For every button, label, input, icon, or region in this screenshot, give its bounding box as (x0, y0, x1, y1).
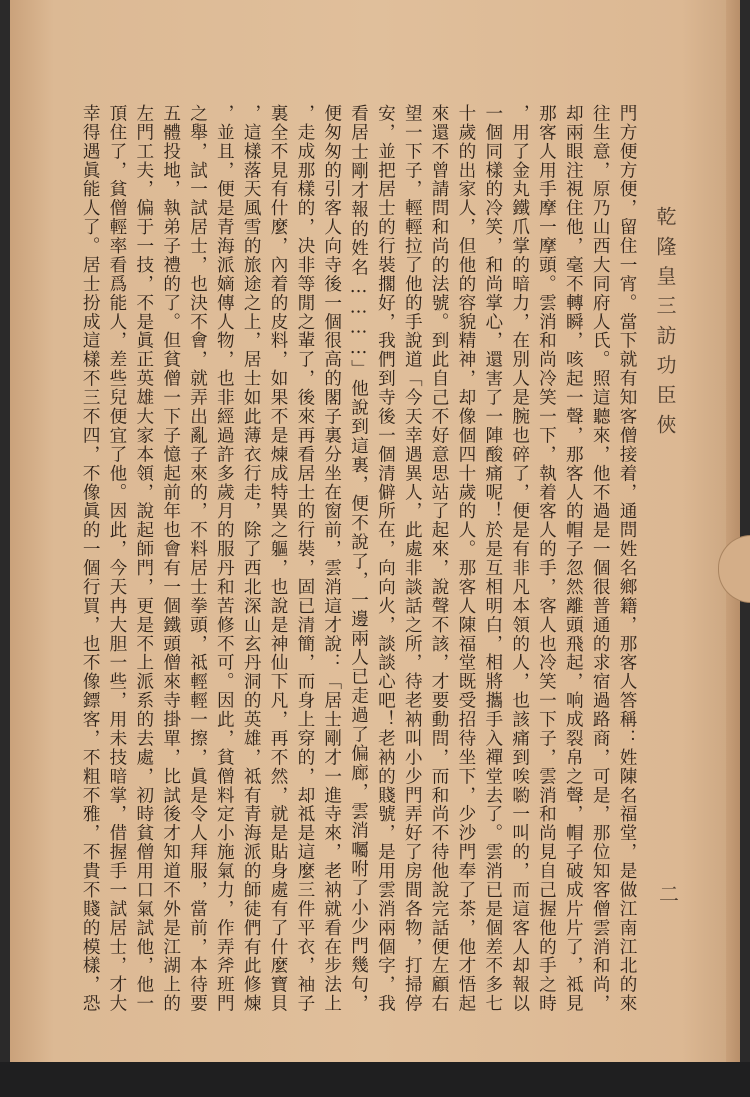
text-column: ，走成那樣的，决非等閒之輩了，後來再看居士的行裝，固已清簡，而身上穿的，却祗是這麼三件平衣，袖子 (294, 104, 315, 1012)
text-column: 門方便方便，留住一宵。當下就有知客僧接着，通問姓名鄉籍，那客人答稱：姓陳名福堂，是做江南江北的來 (617, 104, 637, 1012)
text-column: 五體投地，執弟子禮的了。但貧僧一下子憶起前年也會有一個鐵頭僧來寺掛單，比試後才知道不外是江湖上的 (160, 104, 181, 1012)
text-column: 便匆匆的引客人向寺後一個很高的閣子裏分坐在窗前，雲消這才說：「居士剛才一進寺來，老衲就看在步法上 (321, 104, 342, 1012)
text-column: 來還不曾請問和尚的法號。到此自己不好意思站了起來，說聲不該，才要動問，而和尚不待他說完話便左顧右 (429, 104, 450, 1012)
text-column: ，用了金丸鐵爪掌的暗力，在別人是腕也碎了，便是有非凡本領的人，也該痛到唉喲一叫的，而這客人却報以 (509, 104, 530, 1012)
text-column: 幸得遇眞能人了。居士扮成這樣不三不四，不像眞的一個行買，也不像鏢客，不粗不雅，不貴不賤的模樣，恐 (80, 104, 101, 1012)
text-column: ，這樣落天風雪的旅途之上，居士如此薄衣行走，除了西北深山玄丹洞的英雄，祗有青海派的師徒們有此修煉 (241, 104, 262, 1012)
text-column: 看居士剛才報的姓名…………」他說到這裏，便不說了，一邊兩人已走過了偏廊，雲消囑咐了小少門幾句， (348, 104, 369, 1012)
text-column: 之舉，試一試居士，也決不會，就弄出亂子來的，不料居士拳頭，祗輕輕一擦，眞是令人拜服，當前，本待要 (187, 104, 208, 1012)
text-column: 却兩眼注視住他，毫不轉瞬，咳起一聲，那客人的帽子忽然離頭飛起，响成裂帛之聲，帽子破成片片了，祗見 (563, 104, 584, 1012)
page-number: 二 (659, 882, 679, 906)
running-title: 乾隆皇三訪功臣俠 (653, 206, 677, 434)
text-column: 十歲的出家人，但他的容貌精神，却像個四十歲的人。那客人陳福堂既受招待坐下，少沙門奉了茶，他才悟起 (455, 104, 476, 1012)
text-column: 望一下子，輕輕拉了他的手說道「今天幸遇異人，此處非談話之所，待老衲叫小少門弄好了房間各物，打掃停 (402, 104, 423, 1012)
text-column: 左門工夫，偏于一技，不是眞正英雄大家本領，說起師門，更是不上派系的去處，初時貧僧用口氣試他，他一 (133, 104, 154, 1012)
text-column: 安，並把居士的行裝擱好，我們到寺後一個清僻所在，向向火，談談心吧！老衲的賤號，是用雲消兩個字，我 (375, 104, 396, 1012)
page-edge (726, 0, 740, 1062)
text-column: 一個同樣的冷笑，和尚掌心，還害了一陣酸痛呢！於是互相明白，相將攜手入禪堂去了。雲消已是個差不多七 (482, 104, 503, 1012)
text-column: 往生意，原乃山西大同府人氏。照這聽來，他不過是一個很普通的求宿過路商，可是，那位知客僧雲消和尚， (590, 104, 611, 1012)
text-column: 那客人用手摩一摩頭。雲消和尚冷笑一下，執着客人的手，客人也冷笑一下子，雲消和尚見自己握他的手之時 (536, 104, 557, 1012)
text-column: 頂住了，貧僧輕率看爲能人，差些兒便宜了他。因此，今天冉大胆一些，用未技暗掌，借握手一試居士，才大 (106, 104, 127, 1012)
body-text (76, 104, 640, 1012)
text-column: 裏全不見有什麼，內着的皮料，如果不是煉成特異之軀，也說是神仙下凡，再不然，就是貼身處有了什麼寶貝 (268, 104, 289, 1012)
scan-background (0, 1062, 750, 1097)
text-column: ，並且，便是青海派嫡傳人物，也非經過許多歲月的服丹和苦修不可。因此，貧僧料定小施氣力，作弄斧班門 (214, 104, 235, 1012)
